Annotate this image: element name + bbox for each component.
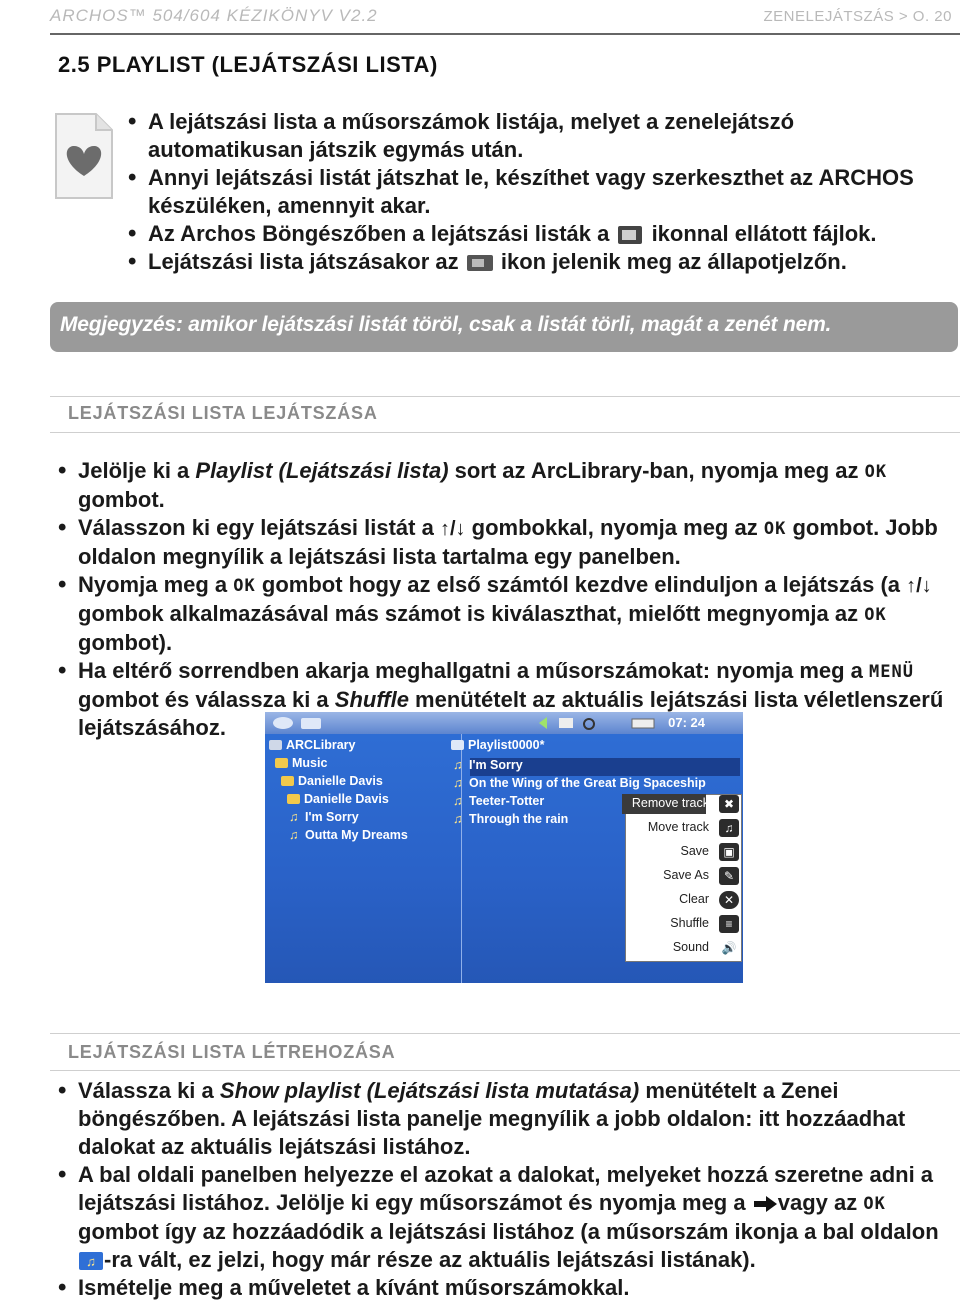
browser-item[interactable]: ARCLibrary (269, 738, 355, 752)
save-as-icon: ✎ (719, 867, 739, 885)
move-track-icon: ♫ (719, 819, 739, 837)
list-item: • Annyi lejátszási listát játszhat le, készíthet vagy szerkeszthet az ARCHOS készüléken, amennyit akar. (128, 164, 948, 220)
playlist-title: Playlist0000* (451, 738, 544, 752)
sound-icon: 🔊 (719, 939, 739, 957)
menu-item-save[interactable]: Save (680, 844, 709, 858)
menu-item-shuffle[interactable]: Shuffle (670, 916, 709, 930)
playlist-track[interactable]: ♫ Teeter-Totter (453, 794, 545, 808)
list-item: • Az Archos Böngészőben a lejátszási listák a ikonnal ellátott fájlok. (128, 220, 948, 248)
browser-item[interactable]: Danielle Davis (287, 792, 389, 806)
ok-button-glyph: OK (864, 462, 888, 482)
up-down-arrows-icon: ↑/↓ (906, 575, 932, 597)
playlist-track[interactable]: ♫ I'm Sorry (453, 758, 523, 772)
create-instructions (58, 1077, 953, 1302)
device-screenshot (265, 712, 743, 983)
menu-item-remove-track[interactable]: Remove track (631, 796, 709, 810)
manual-title: ARCHOS™ 504/604 KÉZIKÖNYV V2.2 (50, 6, 378, 25)
note-text: Megjegyzés: amikor lejátszási listát töröl, csak a listát törli, magát a zenét nem. (60, 313, 832, 336)
list-item: • Nyomja meg a OK gombot hogy az első számtól kezdve elinduljon a lejátszás (a ↑/↓ gombok alkalmazásával más számot is kiválaszthat, mielőtt megnyomja az OK gombot). (58, 571, 953, 657)
menu-item-move-track[interactable]: Move track (647, 820, 709, 834)
clock: 07: 24 (668, 715, 705, 730)
menu-item-save-as[interactable]: Save As (663, 868, 709, 882)
subsection-title: LEJÁTSZÁSI LISTA LEJÁTSZÁSA (68, 403, 378, 423)
toolbar-icons (271, 715, 327, 731)
list-item: • Lejátszási lista játszásakor az ikon jelenik meg az állapotjelzőn. (128, 248, 948, 276)
right-arrow-icon (752, 1195, 778, 1213)
playlist-icon (615, 224, 645, 246)
playlist-track[interactable]: ♫ On the Wing of the Great Big Spaceship (453, 776, 706, 790)
ok-button-glyph: OK (763, 519, 787, 539)
subsection-rule (50, 432, 960, 433)
subsection-rule (50, 1033, 960, 1034)
header-rule (50, 33, 960, 35)
list-item: • Válassza ki a Show playlist (Lejátszási lista mutatása) menütételt a Zenei böngészőben. A lejátszási lista panelje megnyílik a jobb oldalon: itt hozzáadhat dalokat az aktuális lejátszási listához. (58, 1077, 953, 1161)
play-instructions (58, 457, 953, 742)
svg-text:♫: ♫ (86, 1254, 96, 1270)
menu-button-glyph: MENÜ (869, 662, 914, 682)
ok-button-glyph: OK (233, 576, 256, 596)
list-item: • Ha eltérő sorrendben akarja meghallgatni a műsorszámokat: nyomja meg a MENÜ gombot és válassza ki a Shuffle menütételt az aktuális lejátszási lista véletlenszerű lejátszásához. (58, 657, 953, 742)
subsection-rule (50, 396, 960, 397)
list-item: • Válasszon ki egy lejátszási listát a ↑/↓ gombokkal, nyomja meg az OK gombot. Jobb oldalon megnyílik a lejátszási lista tartalma egy panelben. (58, 514, 953, 571)
list-item: • A bal oldali panelben helyezze el azokat a dalokat, melyeket hozzá szeretne adni a lejátszási listához. Jelölje ki egy műsorszámot és nyomja meg a vagy az OK gombot így az hozzáadódik a lejátszási listához (a műsorszám ikonja a bal oldalon ♫ -ra vált, ez jelzi, hogy már része az aktuális lejátszási listának). (58, 1161, 953, 1274)
section-title: 2.5 PLAYLIST (LEJÁTSZÁSI LISTA) (58, 52, 438, 77)
intro-list (128, 108, 948, 276)
list-item: • Ismételje meg a műveletet a kívánt műsorszámokkal. (58, 1274, 953, 1302)
ok-button-glyph: OK (864, 605, 887, 625)
status-icons (537, 715, 657, 731)
shuffle-icon: ≡ (719, 915, 739, 933)
subsection-rule (50, 1070, 960, 1071)
menu-item-clear[interactable]: Clear (679, 892, 709, 906)
menu-item-sound[interactable]: Sound (672, 940, 709, 954)
playlist-file-icon (52, 110, 116, 202)
list-item: • A lejátszási lista a műsorszámok listája, melyet a zenelejátszó automatikusan játszik egymás után. (128, 108, 948, 164)
browser-item[interactable]: Danielle Davis (281, 774, 383, 788)
save-icon: ▣ (719, 843, 739, 861)
list-item: • Jelölje ki a Playlist (Lejátszási lista) sort az ArcLibrary-ban, nyomja meg az OK gombot. (58, 457, 953, 514)
subsection-title: LEJÁTSZÁSI LISTA LÉTREHOZÁSA (68, 1042, 396, 1062)
status-bar (265, 712, 743, 734)
browser-item[interactable]: ♫ Outta My Dreams (289, 828, 408, 842)
clear-icon: ✕ (719, 891, 739, 909)
up-down-arrows-icon: ↑/↓ (439, 518, 466, 540)
remove-track-icon: ✖ (719, 795, 739, 813)
playlist-track[interactable]: ♫ Through the rain (453, 812, 569, 826)
browser-item[interactable]: Music (275, 756, 327, 770)
ok-button-glyph: OK (863, 1194, 886, 1214)
page-indicator: ZENELEJÁTSZÁS > O. 20 (763, 8, 952, 25)
track-in-playlist-icon (78, 1251, 104, 1271)
browser-item[interactable]: ♫ I'm Sorry (289, 810, 359, 824)
note-box (50, 302, 958, 352)
playlist-status-icon (465, 252, 495, 274)
